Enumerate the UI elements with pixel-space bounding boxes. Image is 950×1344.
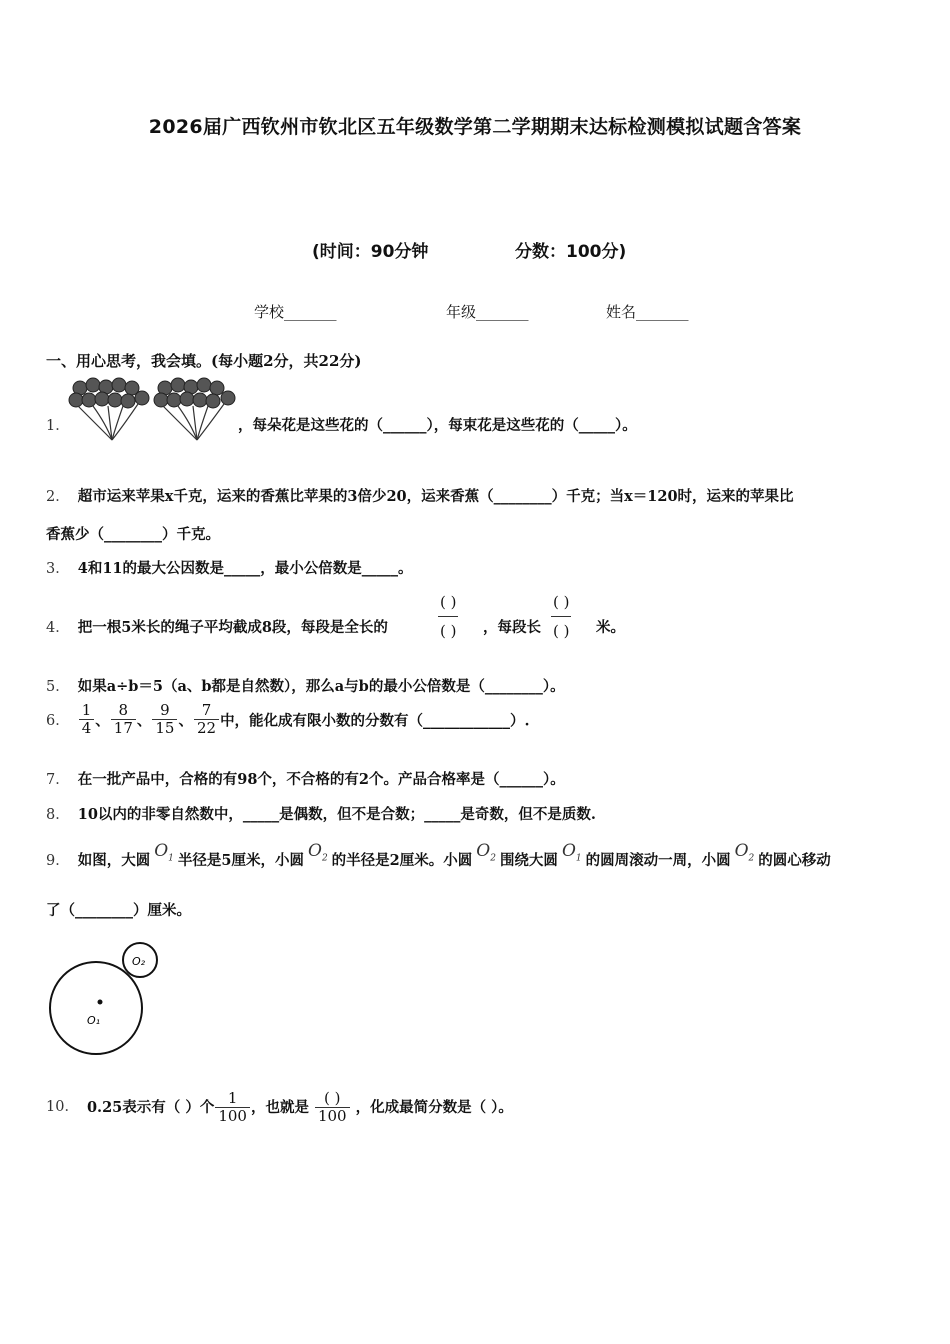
question-2 — [46, 485, 794, 506]
question-number: 5． — [46, 679, 70, 695]
question-9-part: 半径是5厘米，小圆 — [177, 852, 304, 869]
exam-score: 分数：100分) — [515, 242, 627, 262]
fraction — [111, 702, 136, 738]
question-9-part: 围绕大圆 — [499, 852, 558, 869]
question-9-part: 的圆心移动 — [758, 852, 831, 869]
numerator: 1 — [215, 1090, 250, 1108]
circle-o2-symbol — [308, 841, 328, 864]
name-field: 姓名_______ — [606, 303, 689, 321]
question-10-text1: 0.25表示有（ ）个 — [86, 1099, 215, 1117]
denominator: 100 — [218, 1107, 247, 1126]
question-number: 10． — [46, 1099, 79, 1116]
fraction — [215, 1090, 250, 1126]
question-2-line1: 超市运来苹果x千克，运来的香蕉比苹果的3倍少20，运来香蕉（________）千克；当x＝120时，运来的苹果比 — [77, 488, 794, 505]
fraction — [194, 702, 219, 738]
question-8-text: 10以内的非零自然数中，_____是偶数，但不是合数；_____是奇数，但不是质数. — [77, 806, 596, 823]
circle-o2-symbol — [734, 841, 755, 864]
question-number: 2． — [46, 489, 70, 505]
question-9-part: 的半径是2厘米。小圆 — [331, 852, 473, 869]
fraction — [315, 1090, 350, 1126]
question-7-text: 在一批产品中，合格的有98个，不合格的有2个。产品合格率是（______）。 — [77, 771, 565, 788]
circle-o1-symbol — [561, 841, 582, 864]
denominator: 17 — [113, 719, 133, 738]
fraction-numerator: ( ) — [438, 588, 458, 617]
question-5 — [46, 675, 565, 696]
question-8 — [46, 803, 596, 824]
question-9 — [46, 841, 831, 872]
question-10-text3: ，化成最简分数是（ ）。 — [355, 1099, 513, 1117]
question-1-text: ，每朵花是这些花的（______），每束花是这些花的（_____）。 — [238, 417, 637, 434]
question-4 — [46, 616, 388, 637]
fraction-denominator: ( ) — [553, 622, 570, 640]
flower-bouquets-image — [68, 376, 238, 444]
question-number: 8． — [46, 807, 70, 823]
symbol-letter: O — [734, 841, 749, 861]
question-10-text2: ，也就是 — [250, 1099, 309, 1117]
grade-field: 年级_______ — [446, 303, 529, 321]
separator: 、 — [95, 712, 110, 730]
symbol-letter: O — [308, 841, 322, 861]
question-3-text: 4和11的最大公因数是_____，最小公倍数是_____。 — [77, 560, 413, 577]
question-number: 6． — [46, 713, 70, 730]
page-title: 2026届广西钦州市钦北区五年级数学第二学期期末达标检测模拟试题含答案 — [148, 116, 802, 138]
symbol-subscript: 2 — [321, 853, 328, 864]
question-number: 7． — [46, 772, 70, 788]
question-9-part: 的圆周滚动一周，小圆 — [585, 852, 731, 869]
question-9-part: 如图，大圆 — [77, 852, 151, 869]
numerator: ( ) — [315, 1090, 350, 1108]
separator: 、 — [136, 712, 152, 730]
question-number: 4． — [46, 620, 70, 636]
numerator: 9 — [152, 702, 177, 720]
label-o2: O₂ — [132, 955, 146, 968]
fraction-numerator: ( ) — [551, 588, 571, 617]
denominator: 22 — [196, 719, 217, 738]
circle-o2-symbol — [476, 841, 496, 864]
fraction-denominator: ( ) — [440, 622, 457, 640]
numerator: 8 — [111, 702, 136, 720]
answer-fraction-2 — [551, 588, 571, 645]
separator: 、 — [178, 712, 193, 730]
question-number: 3． — [46, 561, 70, 577]
symbol-letter: O — [476, 841, 491, 861]
denominator: 100 — [317, 1107, 347, 1126]
numerator: 1 — [79, 702, 95, 720]
question-4-text3: 米。 — [596, 619, 625, 636]
question-number: 1． — [46, 418, 70, 434]
question-6 — [46, 702, 530, 738]
answer-fraction-1 — [438, 588, 458, 645]
question-2-line2: 香蕉少（________）千克。 — [46, 526, 220, 543]
symbol-subscript: 1 — [168, 853, 174, 864]
fraction — [152, 702, 177, 738]
question-number: 9． — [46, 853, 70, 869]
question-3 — [46, 557, 413, 578]
symbol-letter: O — [561, 841, 576, 861]
denominator: 15 — [155, 719, 175, 738]
question-7 — [46, 768, 565, 789]
symbol-subscript: 1 — [575, 853, 582, 864]
question-9-line2: 了（________）厘米。 — [46, 902, 191, 919]
question-10 — [46, 1090, 513, 1126]
school-field: 学校_______ — [254, 303, 337, 321]
numerator: 7 — [194, 702, 219, 720]
exam-time: (时间：90分钟 — [312, 242, 429, 262]
fraction — [79, 702, 95, 738]
question-4-text2: ，每段长 — [483, 619, 541, 636]
question-4-text1: 把一根5米长的绳子平均截成8段，每段是全长的 — [77, 619, 388, 636]
question-5-text: 如果a÷b＝5（a、b都是自然数），那么a与b的最小公倍数是（________）。 — [77, 678, 565, 695]
label-o1: O₁ — [87, 1014, 101, 1027]
symbol-subscript: 2 — [748, 853, 755, 864]
section-heading: 一、用心思考，我会填。(每小题2分，共22分) — [46, 352, 362, 370]
symbol-subscript: 2 — [490, 853, 496, 864]
denominator: 4 — [81, 719, 92, 738]
question-6-text: 中，能化成有限小数的分数有（____________）. — [220, 712, 530, 730]
circle-o1-symbol — [154, 841, 174, 864]
symbol-letter: O — [154, 841, 169, 861]
circles-diagram — [48, 940, 163, 1058]
